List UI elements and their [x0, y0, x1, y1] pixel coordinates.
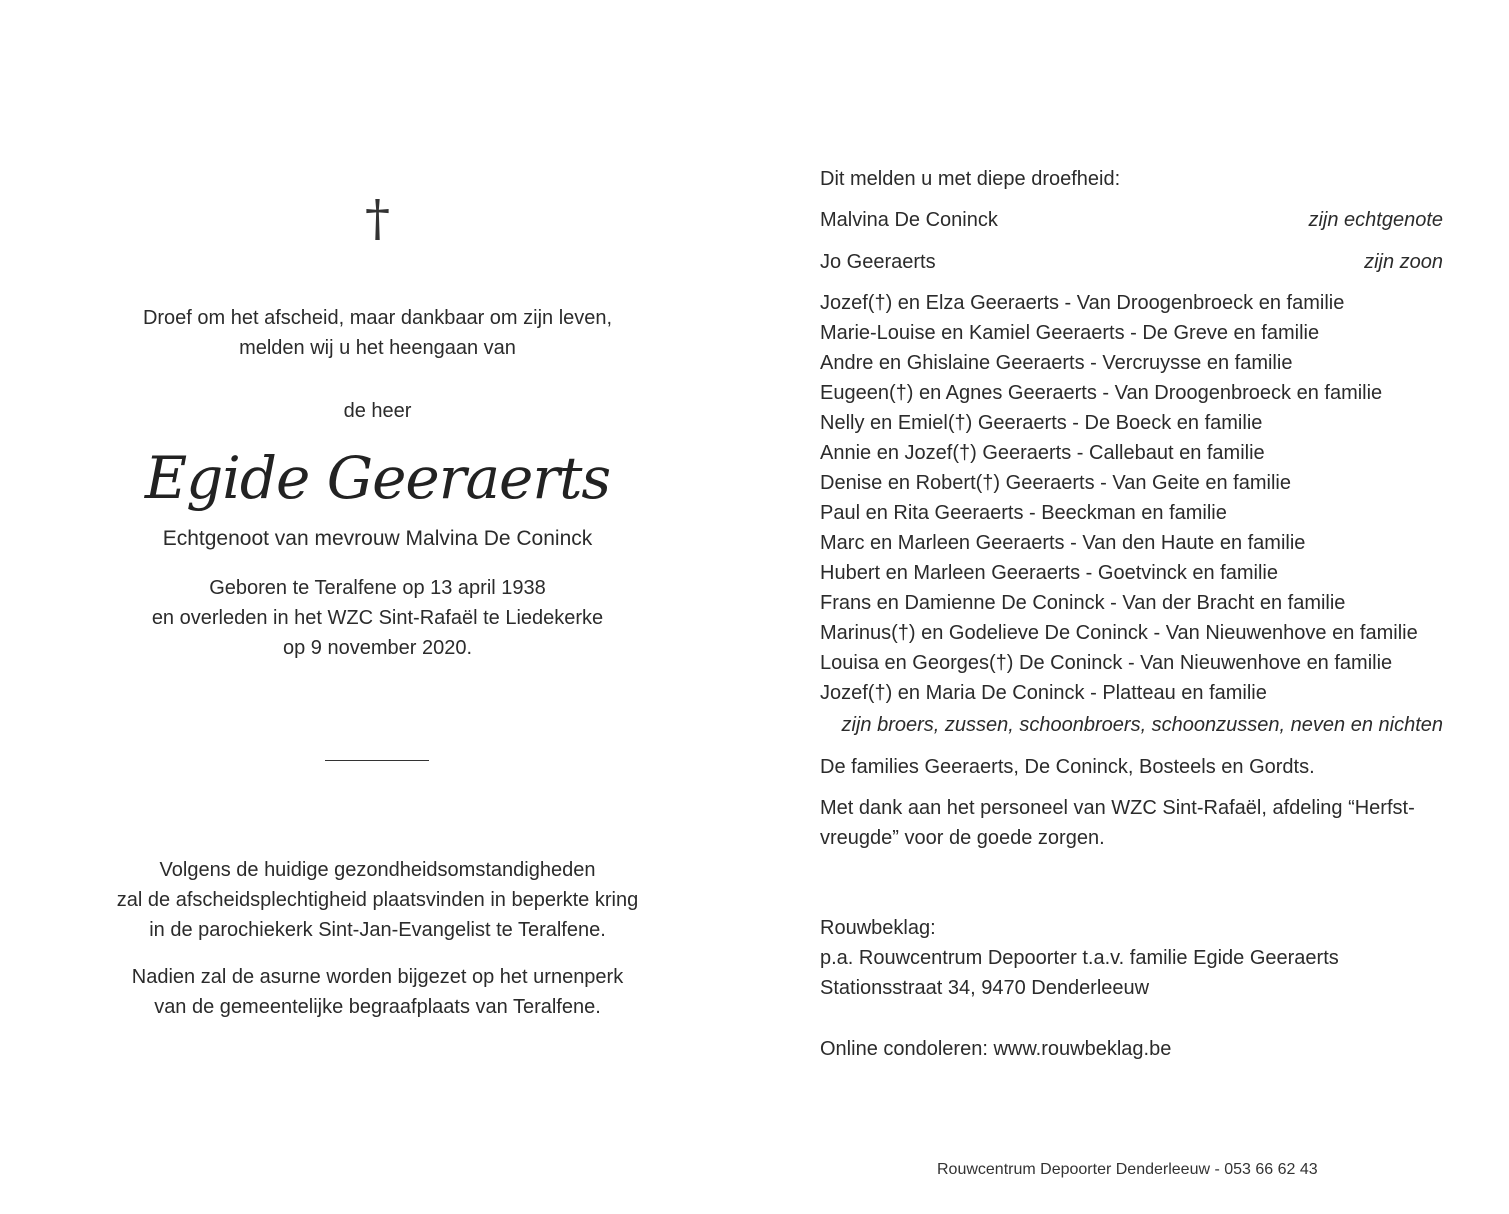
burial-line-1: Nadien zal de asurne worden bijgezet op het urnenperk [131, 966, 624, 988]
list-item: Marinus(†) en Godelieve De Coninck - Van Nieuwenhove en familie [820, 622, 1418, 644]
list-item: Jozef(†) en Maria De Coninck - Platteau en familie [820, 682, 1267, 704]
families-line: De families Geeraerts, De Coninck, Bosteels en Gordts. [820, 756, 1315, 778]
thanks-line-2: vreugde” voor de goede zorgen. [820, 827, 1105, 849]
online-condolence-link[interactable]: Online condoleren: www.rouwbeklag.be [820, 1038, 1172, 1060]
son-row [820, 247, 1443, 277]
spouse-row [820, 205, 1443, 235]
list-item: Denise en Robert(†) Geeraerts - Van Geite en familie [820, 472, 1291, 494]
list-item: Andre en Ghislaine Geeraerts - Vercruysse en familie [820, 352, 1293, 374]
list-item: Nelly en Emiel(†) Geeraerts - De Boeck en familie [820, 412, 1263, 434]
son-role: zijn zoon [1364, 251, 1443, 273]
son-name: Jo Geeraerts [820, 251, 936, 273]
announcement-heading: Dit melden u met diepe droefheid: [820, 168, 1121, 190]
intro-line-1: Droef om het afscheid, maar dankbaar om zijn leven, [142, 307, 613, 329]
life-line-2: en overleden in het WZC Sint-Rafaël te Liedekerke [151, 607, 604, 629]
list-item: Frans en Damienne De Coninck - Van der Bracht en familie [820, 592, 1346, 614]
list-item: Hubert en Marleen Geeraerts - Goetvinck en familie [820, 562, 1278, 584]
title-de-heer: de heer [343, 400, 412, 422]
footer-contact: Rouwcentrum Depoorter Denderleeuw - 053 66 62 43 [937, 1161, 1318, 1178]
ceremony-line-3: in de parochiekerk Sint-Jan-Evangelist te Teralfene. [149, 919, 606, 941]
thanks-line-1: Met dank aan het personeel van WZC Sint-Rafaël, afdeling “Herfst- [820, 797, 1415, 819]
relatives-role: zijn broers, zussen, schoonbroers, schoonzussen, neven en nichten [841, 714, 1443, 736]
ceremony-line-2: zal de afscheidsplechtigheid plaatsvinden in beperkte kring [116, 889, 639, 911]
address-line-1: Rouwbeklag: [820, 917, 936, 939]
ceremony-line-1: Volgens de huidige gezondheidsomstandigheden [159, 859, 596, 881]
address-line-3: Stationsstraat 34, 9470 Denderleeuw [820, 977, 1150, 999]
list-item: Eugeen(†) en Agnes Geeraerts - Van Droogenbroeck en familie [820, 382, 1383, 404]
intro-line-2: melden wij u het heengaan van [239, 337, 516, 359]
spouse-line: Echtgenoot van mevrouw Malvina De Coninck [162, 527, 593, 550]
relatives-list [820, 288, 1443, 708]
list-item: Marc en Marleen Geeraerts - Van den Haute en familie [820, 532, 1306, 554]
deceased-name: Egide Geeraerts [144, 444, 611, 512]
list-item: Paul en Rita Geeraerts - Beeckman en familie [820, 502, 1227, 524]
spouse-name: Malvina De Coninck [820, 209, 998, 231]
list-item: Jozef(†) en Elza Geeraerts - Van Droogenbroeck en familie [820, 292, 1345, 314]
list-item: Marie-Louise en Kamiel Geeraerts - De Greve en familie [820, 322, 1320, 344]
burial-line-2: van de gemeentelijke begraafplaats van Teralfene. [154, 996, 601, 1018]
life-line-1: Geboren te Teralfene op 13 april 1938 [209, 577, 546, 599]
right-column [820, 0, 1443, 1214]
address-line-2: p.a. Rouwcentrum Depoorter t.a.v. familie Egide Geeraerts [820, 947, 1339, 969]
left-column [80, 0, 675, 1214]
list-item: Louisa en Georges(†) De Coninck - Van Nieuwenhove en familie [820, 652, 1393, 674]
spouse-role: zijn echtgenote [1308, 209, 1443, 231]
life-line-3: op 9 november 2020. [282, 637, 473, 659]
list-item: Annie en Jozef(†) Geeraerts - Callebaut en familie [820, 442, 1265, 464]
divider [325, 760, 429, 761]
cross-icon: † [365, 189, 390, 247]
